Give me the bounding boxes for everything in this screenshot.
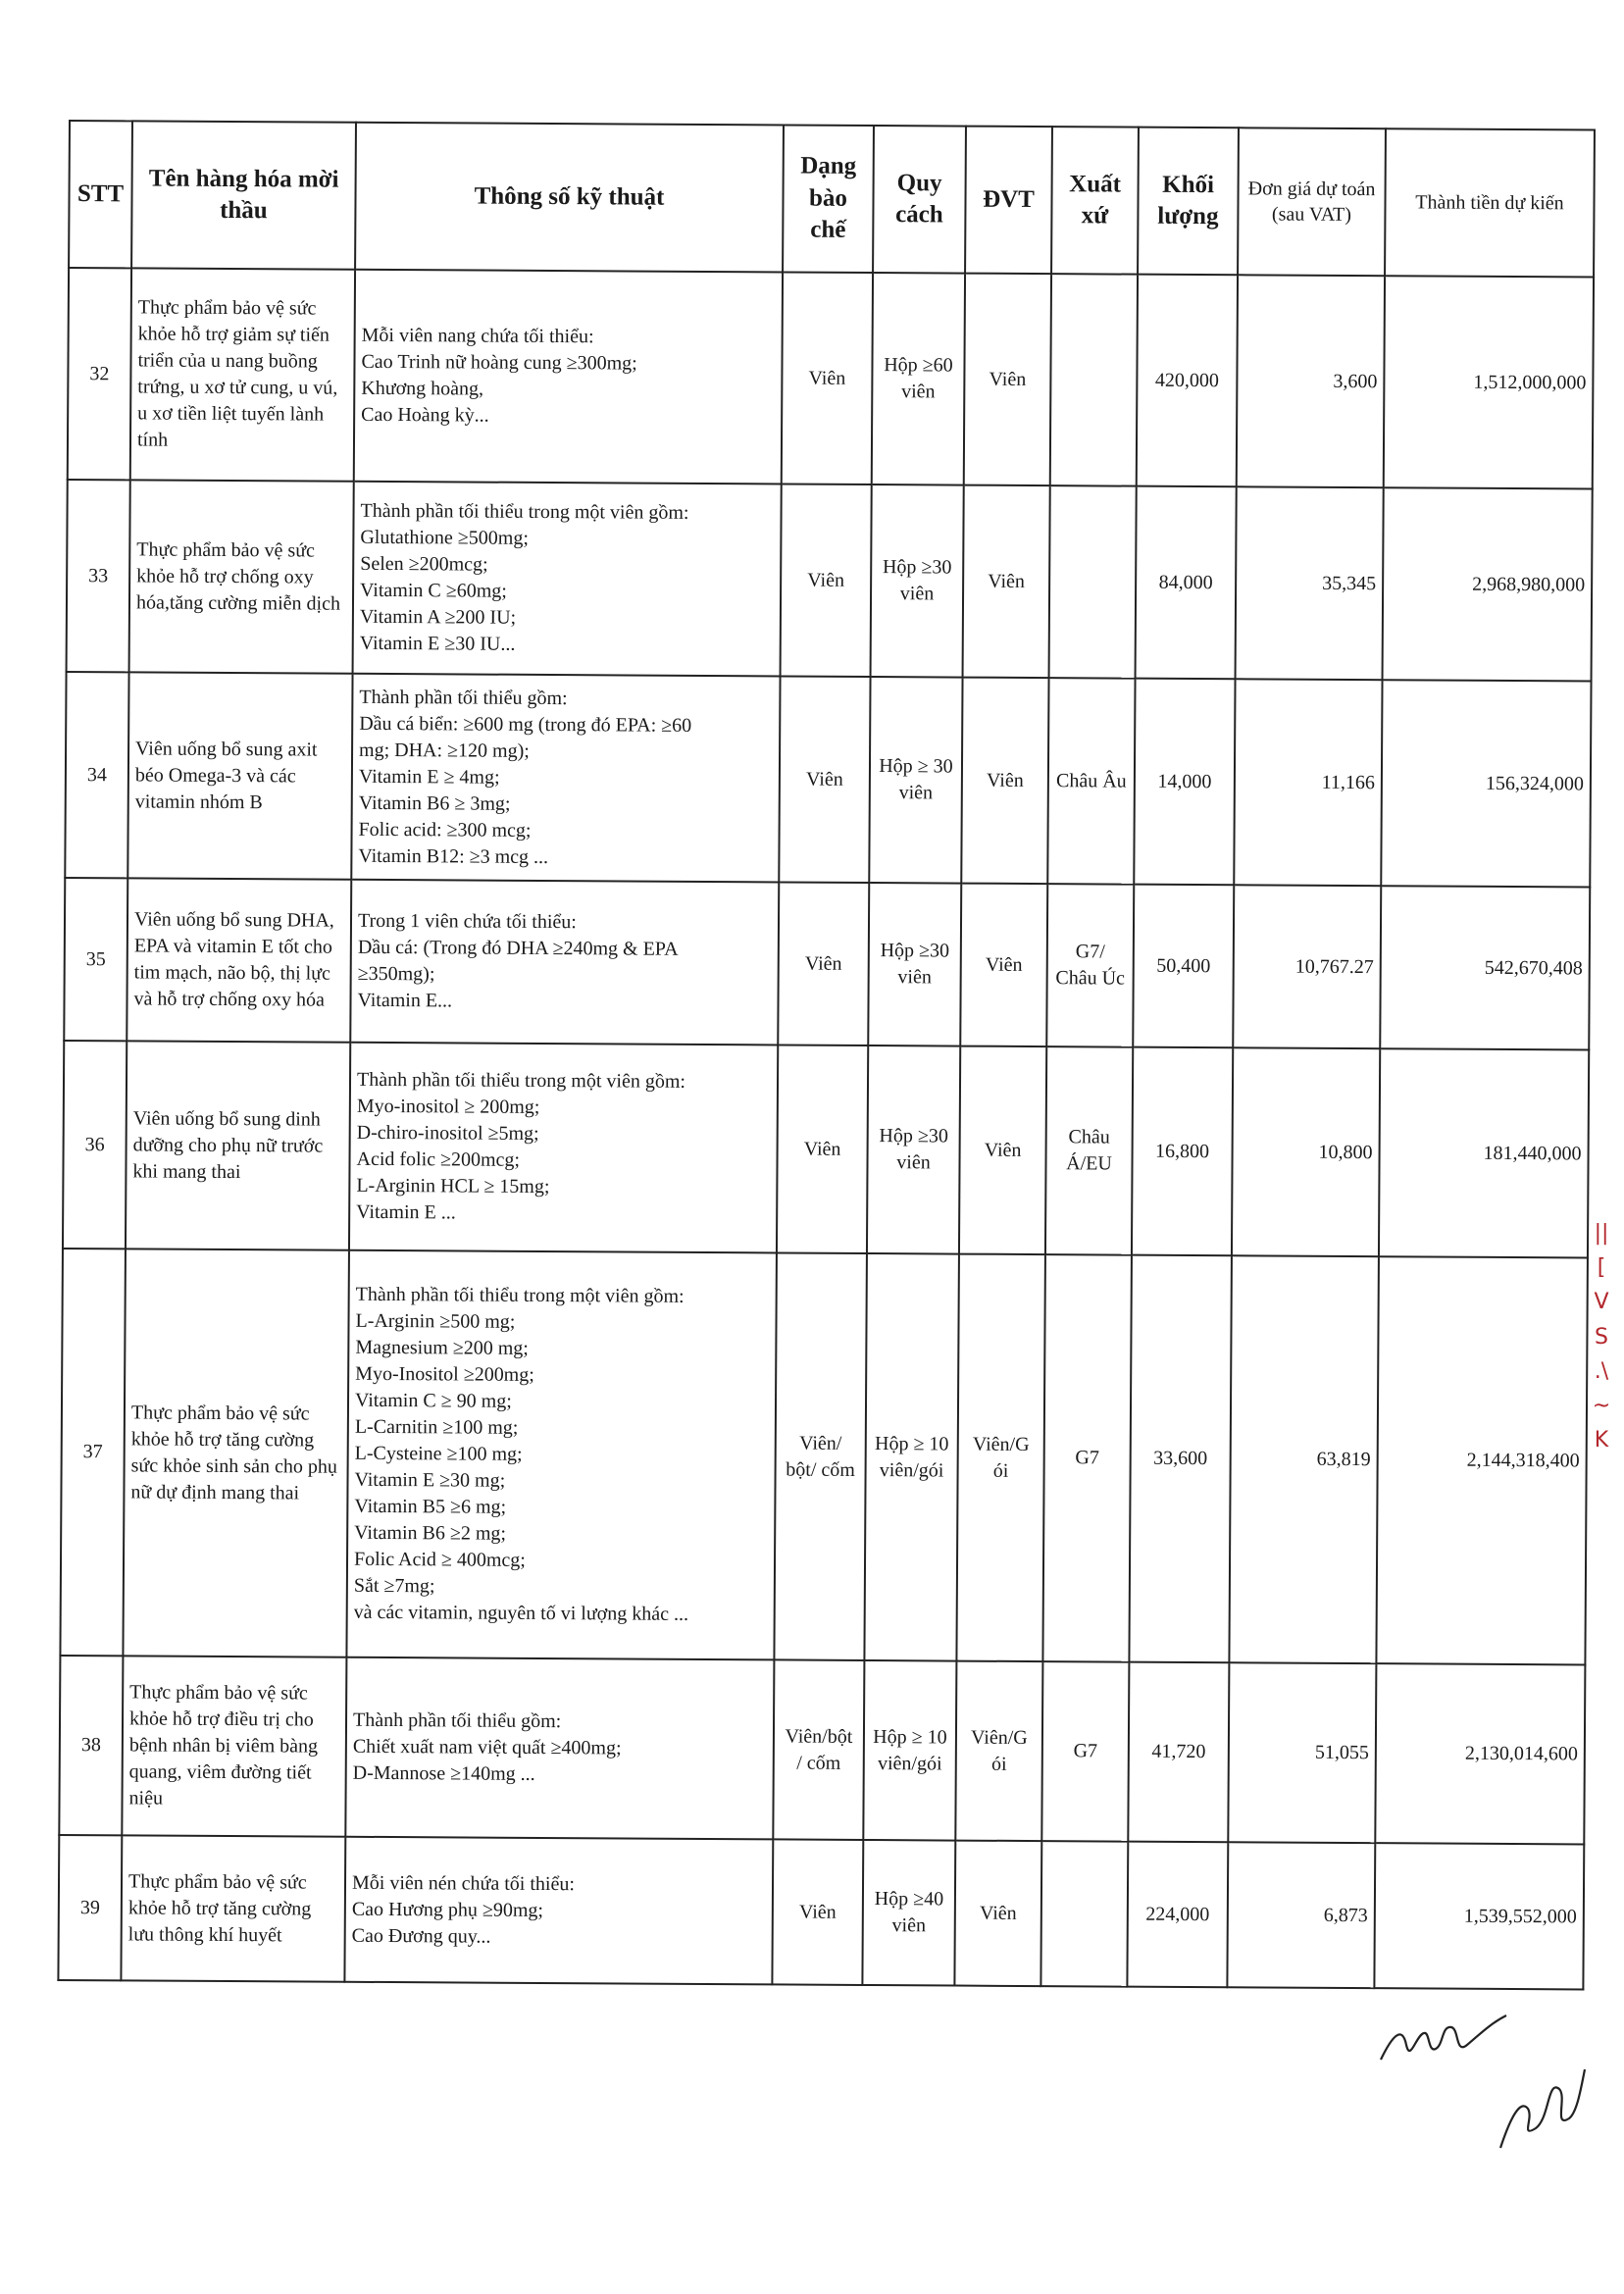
- cell-name: Thực phẩm bảo vệ sức khỏe hỗ trợ điều trị cho bệnh nhân bị viêm bàng quang, viêm đường tiết niệu: [122, 1656, 346, 1836]
- cell-spec: [349, 1043, 778, 1253]
- spec-line: L-Arginin HCL ≥ 15mg;: [356, 1174, 550, 1198]
- spec-line: Vitamin E ...: [356, 1200, 456, 1224]
- spec-line: Vitamin E ≥30 IU...: [359, 632, 516, 655]
- cell-qty: 16,800: [1132, 1047, 1233, 1256]
- cell-spec: [345, 1657, 774, 1840]
- cell-form: Viên: [777, 1045, 868, 1253]
- cell-total: 1,512,000,000: [1384, 276, 1594, 488]
- table-row: [64, 878, 1590, 1049]
- cell-price: 11,166: [1234, 679, 1382, 886]
- cell-name: Thực phẩm bảo vệ sức khỏe hỗ trợ tăng cường lưu thông khí huyết: [121, 1835, 345, 1981]
- spec-line: L-Carnitin ≥100 mg;: [354, 1415, 519, 1439]
- header-pack: Quy cách: [873, 126, 966, 274]
- cell-origin: Châu Âu: [1047, 678, 1135, 885]
- cell-unit: Viên: [961, 678, 1048, 885]
- spec-line: Trong 1 viên chứa tối thiểu:: [357, 909, 577, 934]
- cell-price: 51,055: [1228, 1662, 1376, 1843]
- cell-unit: Viên: [960, 884, 1047, 1047]
- cell-pack: Hộp ≥ 10 viên/gói: [864, 1253, 959, 1661]
- cell-total: 181,440,000: [1379, 1048, 1589, 1257]
- header-qty: Khối lượng: [1138, 127, 1239, 276]
- spec-line: L-Cysteine ≥100 mg;: [354, 1442, 523, 1465]
- spec-line: mg; DHA: ≥120 mg);: [359, 739, 530, 762]
- cell-pack: Hộp ≥30 viên: [868, 883, 961, 1046]
- spec-line: Thành phần tối thiểu gồm:: [359, 686, 568, 709]
- cell-price: 10,767.27: [1233, 885, 1381, 1048]
- cell-pack: Hộp ≥60 viên: [872, 273, 965, 485]
- cell-total: 2,130,014,600: [1375, 1663, 1585, 1844]
- cell-pack: Hộp ≥ 10 viên/gói: [863, 1660, 956, 1841]
- header-unit: ĐVT: [965, 127, 1052, 275]
- cell-unit: Viên: [959, 1046, 1046, 1255]
- cell-qty: 41,720: [1128, 1662, 1229, 1843]
- cell-unit: Viên/G ói: [955, 1661, 1042, 1842]
- cell-unit: Viên: [963, 485, 1050, 679]
- margin-stamp-mark: [1587, 1216, 1616, 1457]
- table-header-row: [69, 121, 1595, 277]
- cell-form: Viên: [772, 1839, 863, 1985]
- margin-mark: S: [1595, 1324, 1608, 1350]
- spec-line: Acid folic ≥200mcg;: [356, 1147, 521, 1171]
- cell-qty: 14,000: [1134, 679, 1235, 886]
- table-row: [58, 1835, 1584, 1989]
- cell-stt: 36: [63, 1041, 127, 1249]
- spec-line: Mỗi viên nang chứa tối thiểu:: [361, 324, 594, 348]
- cell-stt: 34: [65, 672, 128, 878]
- cell-spec: [351, 674, 780, 883]
- header-origin: Xuất xứ: [1051, 127, 1139, 275]
- cell-qty: 33,600: [1129, 1255, 1232, 1663]
- spec-line: Khương hoàng,: [361, 377, 484, 400]
- cell-stt: 33: [67, 480, 130, 672]
- spec-line: Myo-inositol ≥ 200mg;: [356, 1095, 540, 1118]
- header-total: Thành tiền dự kiến: [1385, 128, 1595, 277]
- cell-stt: 35: [64, 878, 127, 1041]
- spec-line: và các vitamin, nguyên tố vi lượng khác ...: [353, 1601, 689, 1625]
- cell-spec: [346, 1250, 777, 1660]
- spec-line: Vitamin E ≥ 4mg;: [358, 765, 500, 789]
- spec-line: Thành phần tối thiểu trong một viên gồm:: [356, 1068, 686, 1093]
- spec-line: Dầu cá biển: ≥600 mg (trong đó EPA: ≥60: [359, 712, 692, 737]
- cell-pack: Hộp ≥ 30 viên: [869, 677, 962, 884]
- cell-name: Viên uống bổ sung dinh dưỡng cho phụ nữ trước khi mang thai: [126, 1041, 350, 1249]
- spec-line: Vitamin E...: [357, 989, 453, 1012]
- spec-line: Vitamin B5 ≥6 mg;: [354, 1495, 507, 1518]
- cell-qty: 84,000: [1136, 486, 1237, 680]
- spec-line: Folic acid: ≥300 mcg;: [358, 818, 532, 841]
- spec-line: Sắt ≥7mg;: [353, 1574, 435, 1598]
- cell-qty: 224,000: [1127, 1842, 1228, 1988]
- spec-line: D-chiro-inositol ≥5mg;: [356, 1121, 539, 1145]
- cell-form: Viên/ bột/ cốm: [774, 1252, 867, 1660]
- bid-items-table: [57, 120, 1596, 1990]
- margin-mark: .\: [1594, 1358, 1609, 1384]
- spec-line: Glutathione ≥500mg;: [360, 526, 529, 549]
- cell-form: Viên: [778, 882, 869, 1045]
- table-row: [60, 1249, 1588, 1664]
- cell-total: 1,539,552,000: [1374, 1843, 1584, 1989]
- cell-pack: Hộp ≥30 viên: [871, 484, 964, 678]
- cell-unit: Viên: [954, 1841, 1041, 1987]
- cell-qty: 420,000: [1137, 275, 1238, 487]
- spec-line: Magnesium ≥200 mg;: [355, 1336, 529, 1359]
- cell-name: Thực phẩm bảo vệ sức khỏe hỗ trợ giảm sự tiến triển của u nang buồng trứng, u xơ tử cung, u vú, u xơ tiền liệt tuyến lành tính: [130, 268, 355, 481]
- cell-stt: 38: [59, 1656, 123, 1835]
- header-stt: STT: [69, 121, 132, 268]
- cell-origin: [1049, 485, 1137, 679]
- header-spec: Thông số kỹ thuật: [355, 123, 784, 273]
- cell-pack: Hộp ≥40 viên: [862, 1840, 955, 1986]
- spec-line: Thành phần tối thiểu trong một viên gồm:: [360, 499, 689, 524]
- spec-line: Chiết xuất nam việt quất ≥400mg;: [352, 1735, 622, 1759]
- spec-line: ≥350mg);: [357, 962, 435, 986]
- spec-line: Mỗi viên nén chứa tối thiểu:: [351, 1871, 575, 1895]
- cell-form: Viên: [781, 484, 872, 677]
- cell-stt: 32: [68, 268, 131, 480]
- cell-name: Thực phẩm bảo vệ sức khỏe hỗ trợ tăng cường sức khỏe sinh sản cho phụ nữ dự định mang thai: [123, 1249, 349, 1657]
- margin-mark: ~: [1592, 1393, 1611, 1418]
- header-name: Tên hàng hóa mời thầu: [131, 121, 356, 269]
- spec-line: Myo-Inositol ≥200mg;: [355, 1362, 534, 1386]
- cell-name: Viên uống bổ sung axit béo Omega-3 và các vitamin nhóm B: [127, 672, 352, 879]
- table-row: [65, 672, 1591, 887]
- cell-stt: 39: [58, 1835, 122, 1980]
- cell-price: 35,345: [1236, 486, 1384, 680]
- cell-spec: [353, 482, 782, 677]
- spec-line: Selen ≥200mcg;: [360, 552, 488, 576]
- cell-total: 156,324,000: [1381, 680, 1591, 887]
- cell-spec: [350, 880, 779, 1045]
- cell-origin: [1050, 274, 1138, 486]
- spec-line: Vitamin B6 ≥2 mg;: [354, 1521, 507, 1545]
- cell-origin: Châu Á/EU: [1045, 1046, 1133, 1255]
- table-row: [67, 480, 1593, 681]
- table-row: [59, 1656, 1585, 1844]
- spec-line: Thành phần tối thiểu trong một viên gồm:: [355, 1283, 685, 1307]
- cell-form: Viên/bột / cốm: [773, 1659, 864, 1840]
- cell-price: 6,873: [1227, 1842, 1375, 1988]
- spec-line: Dầu cá: (Trong đó DHA ≥240mg & EPA: [357, 936, 679, 960]
- signature-mark-2: [1491, 2050, 1589, 2158]
- cell-total: 542,670,408: [1380, 886, 1590, 1049]
- margin-mark: ||: [1594, 1221, 1609, 1246]
- cell-price: 3,600: [1237, 275, 1385, 487]
- header-price: Đơn giá dự toán (sau VAT): [1238, 127, 1386, 276]
- cell-form: Viên: [779, 676, 870, 883]
- cell-qty: 50,400: [1133, 885, 1234, 1048]
- cell-origin: G7: [1041, 1661, 1129, 1842]
- cell-name: Thực phẩm bảo vệ sức khỏe hỗ trợ chống oxy hóa,tăng cường miễn dịch: [129, 480, 354, 673]
- cell-spec: [344, 1837, 773, 1985]
- spec-line: Vitamin C ≥60mg;: [360, 579, 507, 602]
- spec-line: D-Mannose ≥140mg ...: [352, 1761, 535, 1785]
- spec-line: Cao Hương phụ ≥90mg;: [351, 1898, 544, 1921]
- cell-origin: [1040, 1841, 1128, 1987]
- cell-price: 63,819: [1229, 1255, 1379, 1663]
- cell-spec: [354, 270, 783, 484]
- signature-mark-1: [1373, 2006, 1510, 2074]
- spec-line: Vitamin B6 ≥ 3mg;: [358, 791, 511, 815]
- table-row: [63, 1041, 1589, 1257]
- header-form: Dạng bào chế: [783, 125, 874, 273]
- spec-line: Cao Đương quy...: [351, 1924, 491, 1948]
- cell-unit: Viên: [964, 274, 1051, 486]
- cell-origin: G7: [1042, 1254, 1132, 1662]
- spec-line: Thành phần tối thiểu gồm:: [352, 1708, 562, 1733]
- spec-line: Vitamin E ≥30 mg;: [354, 1468, 506, 1492]
- cell-price: 10,800: [1232, 1047, 1380, 1256]
- margin-mark: [: [1597, 1255, 1606, 1281]
- spec-line: Cao Trinh nữ hoàng cung ≥300mg;: [361, 350, 637, 375]
- cell-origin: G7/ Châu Úc: [1046, 884, 1134, 1047]
- spec-line: Cao Hoàng kỳ...: [361, 403, 489, 427]
- margin-mark: V: [1594, 1290, 1609, 1315]
- spec-line: Vitamin A ≥200 IU;: [359, 605, 517, 629]
- cell-form: Viên: [782, 272, 873, 484]
- cell-total: 2,144,318,400: [1376, 1256, 1588, 1664]
- margin-mark: K: [1594, 1428, 1609, 1453]
- spec-line: L-Arginin ≥500 mg;: [355, 1309, 516, 1333]
- spec-line: Folic Acid ≥ 400mcg;: [353, 1548, 526, 1571]
- spec-line: Vitamin B12: ≥3 mcg ...: [358, 844, 549, 868]
- spec-line: Vitamin C ≥ 90 mg;: [354, 1389, 512, 1412]
- cell-stt: 37: [60, 1249, 126, 1656]
- cell-name: Viên uống bổ sung DHA, EPA và vitamin E tốt cho tim mạch, não bộ, thị lực và hỗ trợ chống oxy hóa: [127, 878, 351, 1042]
- cell-pack: Hộp ≥30 viên: [867, 1045, 960, 1254]
- cell-unit: Viên/G ói: [956, 1254, 1045, 1662]
- table-row: [68, 268, 1594, 488]
- cell-total: 2,968,980,000: [1383, 487, 1593, 681]
